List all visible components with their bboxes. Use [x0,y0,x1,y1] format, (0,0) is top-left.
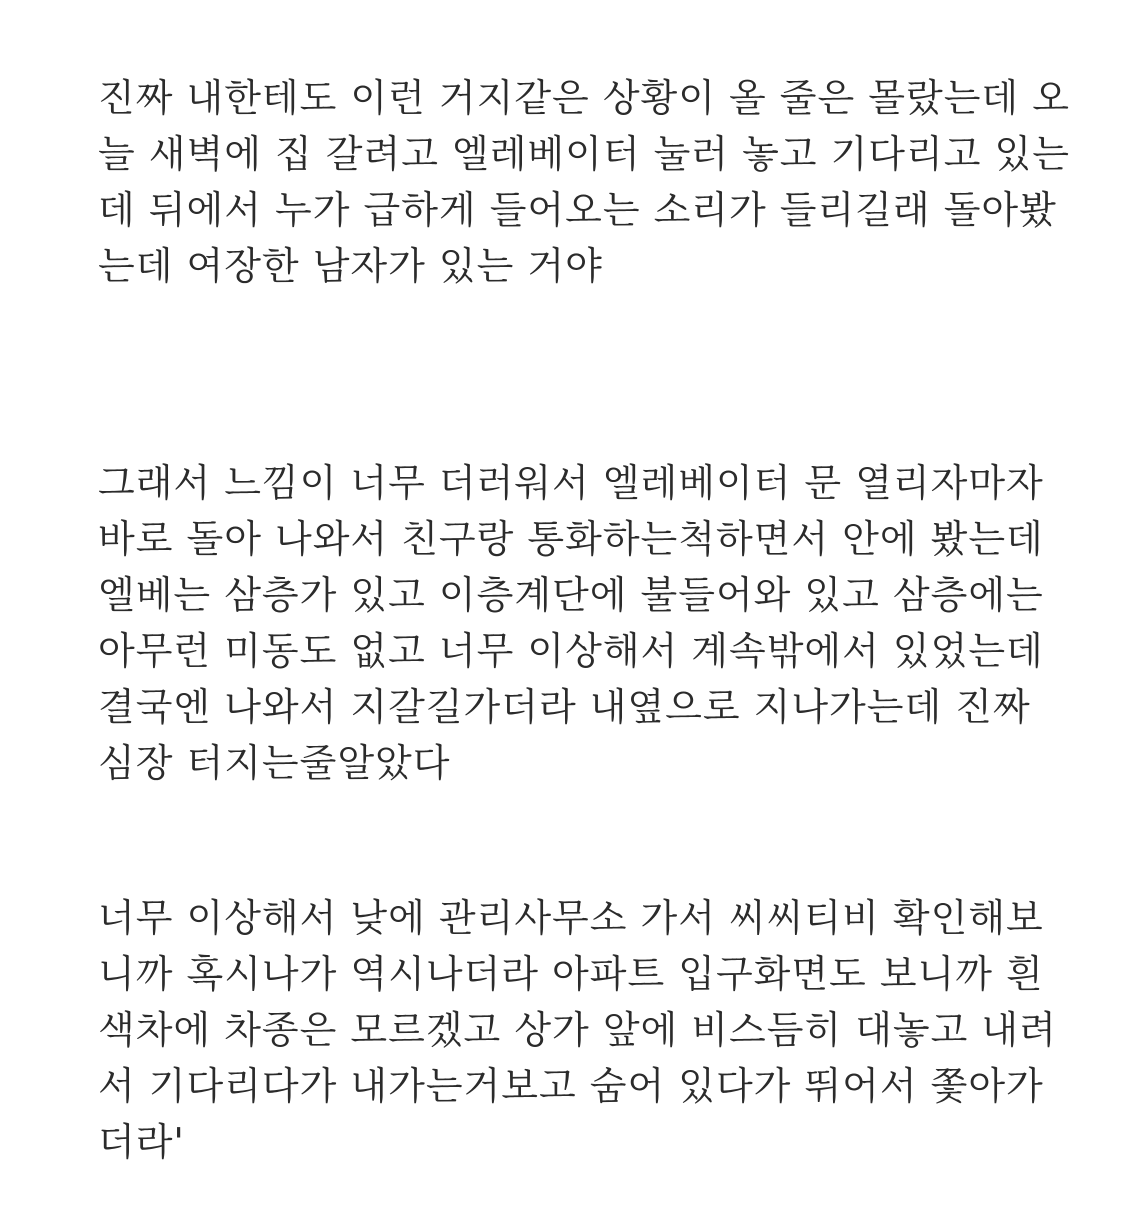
text-line: 니까 혹시나가 역시나더라 아파트 입구화면도 보니까 흰 [98,952,1044,996]
paragraph-2 [98,455,1058,791]
text-line: 서 기다리다가 내가는거보고 숨어 있다가 뛰어서 쫓아가 [98,1064,1044,1108]
text-line: 아무런 미동도 없고 너무 이상해서 계속밖에서 있었는데 [98,629,1044,673]
text-line: 엘베는 삼층가 있고 이층계단에 불들어와 있고 삼층에는 [98,573,1044,617]
paragraph-3 [98,890,1058,1170]
text-line: 심장 터지는줄알았다 [98,741,451,785]
text-line: 그래서 느낌이 너무 더러워서 엘레베이터 문 열리자마자 [98,461,1044,505]
text-line: 너무 이상해서 낮에 관리사무소 가서 씨씨티비 확인해보 [98,896,1044,940]
text-line: 데 뒤에서 누가 급하게 들어오는 소리가 들리길래 돌아봤 [98,188,1057,232]
text-line: 진짜 내한테도 이런 거지같은 상황이 올 줄은 몰랐는데 오 [98,76,1070,120]
text-line: 결국엔 나와서 지갈길가더라 내옆으로 지나가는데 진짜 [98,685,1031,729]
paragraph-1 [98,70,1070,294]
text-line: 바로 돌아 나와서 친구랑 통화하는척하면서 안에 봤는데 [98,517,1044,561]
text-line: 늘 새벽에 집 갈려고 엘레베이터 눌러 놓고 기다리고 있는 [98,132,1070,176]
text-line: 색차에 차종은 모르겠고 상가 앞에 비스듬히 대놓고 내려 [98,1008,1057,1052]
text-line: 는데 여장한 남자가 있는 거야 [98,244,603,288]
text-line: 더라' [98,1120,185,1164]
